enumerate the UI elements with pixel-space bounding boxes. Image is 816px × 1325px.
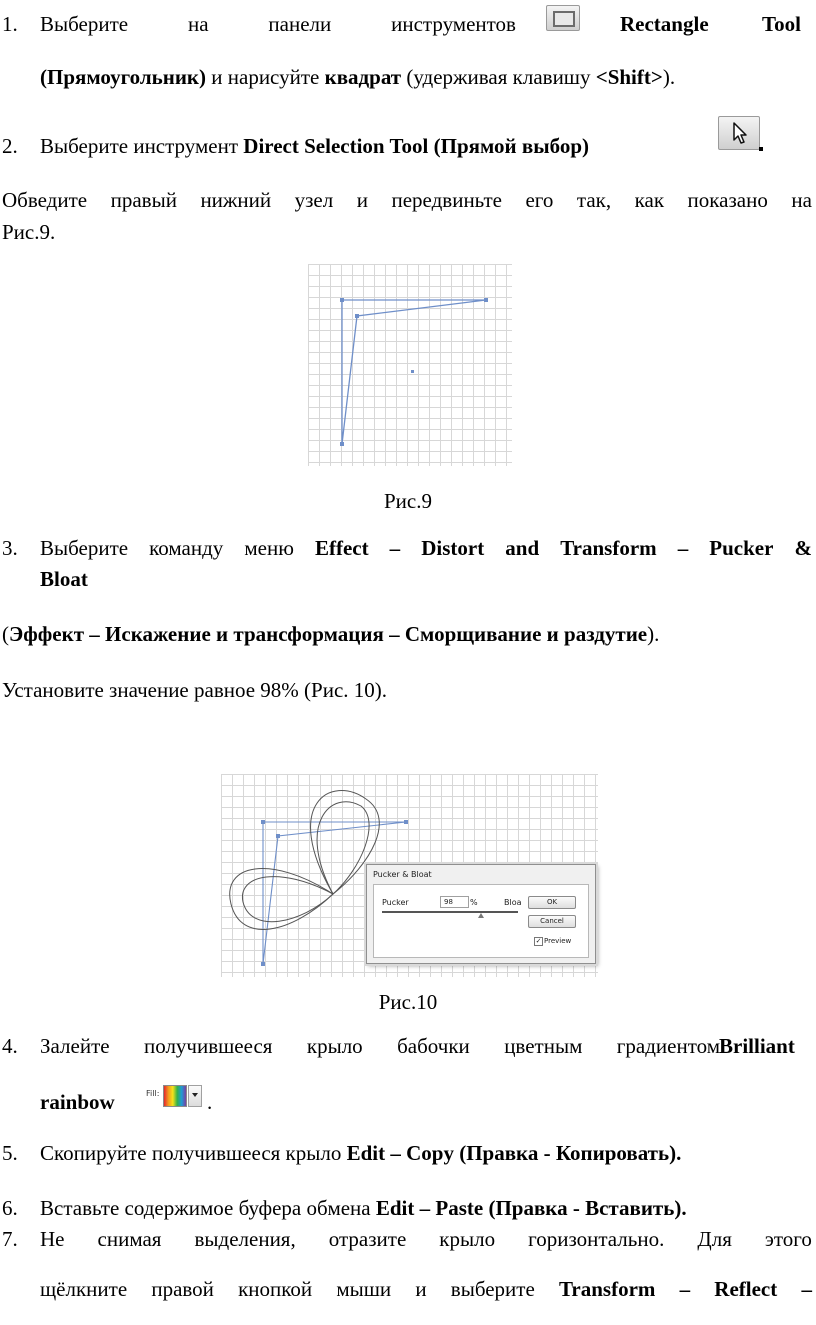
step1-line1-text: Выберите на панели инструментов: [40, 12, 516, 36]
step5-text: Скопируйте получившееся крыло Edit – Copy (Правка - Копировать).: [40, 1141, 682, 1165]
step3-line1: Выберите команду меню Effect – Distort and Transform – Pucker &: [40, 536, 812, 560]
figure10-caption: Рис.10: [378, 990, 438, 1014]
pucker-value-input[interactable]: 98: [440, 896, 469, 908]
pucker-slider-handle[interactable]: [478, 913, 484, 918]
step4-bold-b: rainbow: [40, 1090, 115, 1114]
rectangle-tool-icon: [546, 5, 580, 31]
para1-line2: Рис.9.: [2, 220, 56, 244]
step3-number: 3.: [2, 536, 18, 560]
pucker-label: Pucker: [382, 898, 409, 907]
rainbow-swatch[interactable]: [163, 1085, 187, 1107]
step1-line2: (Прямоугольник) и нарисуйте квадрат (удерживая клавишу <Shift>).: [40, 65, 676, 89]
para2: (Эффект – Искажение и трансформация – Сморщивание и раздутие).: [2, 622, 660, 646]
ok-button[interactable]: OK: [528, 896, 576, 909]
step1-number: 1.: [2, 12, 18, 36]
cancel-button[interactable]: Cancel: [528, 915, 576, 928]
step5-number: 5.: [2, 1141, 18, 1165]
preview-checkbox[interactable]: ✓: [535, 937, 542, 945]
figure9-shape: [308, 264, 512, 466]
fill-gradient-swatch-control[interactable]: [138, 1080, 204, 1110]
dialog-title: Pucker & Bloat: [373, 870, 432, 879]
step6-text: Вставьте содержимое буфера обмена Edit – Paste (Правка - Вставить).: [40, 1196, 687, 1220]
para3: Установите значение равное 98% (Рис. 10).: [2, 678, 388, 702]
step7-line2: щёлкните правой кнопкой мыши и выберите Transform – Reflect –: [40, 1277, 812, 1301]
percent-label: %: [470, 898, 478, 907]
step4-number: 4.: [2, 1034, 18, 1058]
dialog-panel: [373, 884, 589, 958]
step2-number: 2.: [2, 134, 18, 158]
figure9-grid: [308, 264, 512, 466]
direct-selection-icon: [718, 116, 760, 150]
step6-number: 6.: [2, 1196, 18, 1220]
pucker-slider-track[interactable]: [382, 911, 518, 913]
step7-number: 7.: [2, 1227, 18, 1251]
step1-tool-name-a: Rectangle: [620, 12, 709, 36]
dropdown-button[interactable]: [188, 1085, 202, 1107]
step3-line2: Bloat: [40, 567, 88, 591]
fill-label: Fill:: [146, 1089, 160, 1098]
step4-bold-a: Brilliant: [719, 1034, 795, 1058]
para1-line1: Обведите правый нижний узел и передвиньте его так, как показано на: [2, 188, 812, 212]
step4-line1: Залейте получившееся крыло бабочки цветным градиентом: [40, 1034, 720, 1058]
step2-text: Выберите инструмент Direct Selection Tool (Прямой выбор): [40, 134, 590, 158]
step1-tool-name-b: Tool: [762, 12, 801, 36]
chevron-down-icon: [192, 1093, 198, 1097]
step7-line1: Не снимая выделения, отразите крыло горизонтально. Для этого: [40, 1227, 812, 1251]
preview-label: Preview: [544, 937, 572, 945]
figure9-caption: Рис.9: [384, 489, 432, 513]
step4-end: .: [207, 1090, 213, 1114]
pucker-bloat-dialog: [366, 864, 596, 964]
bloat-label: Bloa: [504, 898, 522, 907]
